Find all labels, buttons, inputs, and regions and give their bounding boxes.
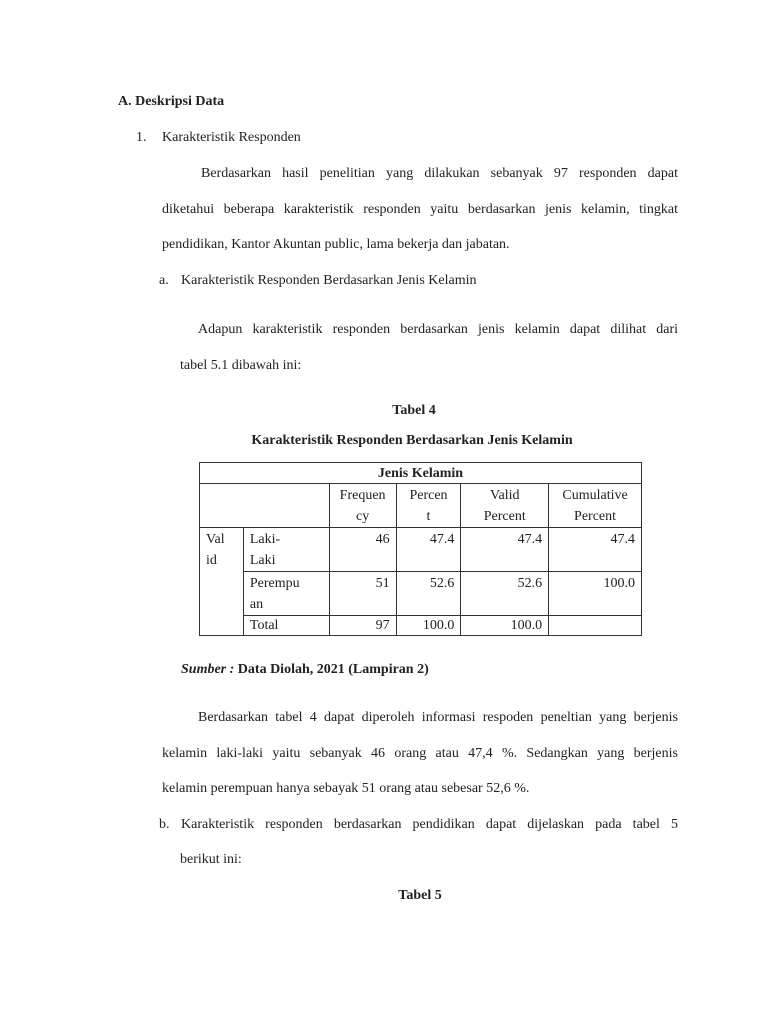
header-valid-l1: Valid (489, 488, 520, 503)
valid-percent-cell: 47.4 (461, 528, 549, 572)
header-empty-cell (200, 484, 330, 528)
gender-table (199, 462, 642, 636)
row-label-l1: Perempu (249, 576, 300, 591)
header-cumulative-percent (549, 484, 642, 528)
header-frequency (329, 484, 396, 528)
header-percent (396, 484, 461, 528)
row-label (243, 528, 329, 572)
percent-cell: 100.0 (396, 616, 461, 636)
para2-line2: tabel 5.1 dibawah ini: (180, 358, 302, 373)
header-valid-l2: Percent (483, 509, 526, 524)
table-group-header-row (200, 463, 642, 484)
table4-caption: Karakteristik Responden Berdasarkan Jenis Kelamin (251, 433, 573, 448)
cumulative-cell (549, 616, 642, 636)
item-b-letter: b. (159, 817, 170, 832)
para1-line3: pendidikan, Kantor Akuntan public, lama bekerja dan jabatan. (162, 237, 510, 252)
valid-label-l2: id (206, 553, 217, 568)
table-row-total (200, 616, 642, 636)
table-header-row (200, 484, 642, 528)
table-row (200, 528, 642, 572)
row-label: Total (243, 616, 329, 636)
cumulative-cell: 100.0 (549, 572, 642, 616)
item-b-line1: Karakteristik responden berdasarkan pendidikan dapat dijelaskan pada tabel 5 (181, 817, 678, 832)
header-frequency-l1: Frequen (339, 488, 386, 503)
para3-line1: Berdasarkan tabel 4 dapat diperoleh informasi respoden peneltian yang berjenis (198, 710, 678, 725)
item-b-line2: berikut ini: (180, 852, 242, 867)
frequency-cell: 46 (329, 528, 396, 572)
row-label-l2: Laki (249, 553, 276, 568)
item-1-number: 1. (136, 130, 147, 145)
cumulative-cell: 47.4 (549, 528, 642, 572)
header-cumulative-l2: Percent (574, 509, 617, 524)
para1-line1: Berdasarkan hasil penelitian yang dilakukan sebanyak 97 responden dapat (201, 166, 678, 181)
table-row (200, 572, 642, 616)
item-a-letter: a. (159, 273, 169, 288)
row-label-l1: Laki- (249, 532, 281, 547)
percent-cell: 47.4 (396, 528, 461, 572)
valid-percent-cell: 100.0 (461, 616, 549, 636)
percent-cell: 52.6 (396, 572, 461, 616)
item-a-title: Karakteristik Responden Berdasarkan Jenis Kelamin (181, 273, 477, 288)
table4-label: Tabel 4 (392, 403, 436, 418)
header-percent-l1: Percen (409, 488, 448, 503)
valid-percent-cell: 52.6 (461, 572, 549, 616)
para3-line2: kelamin laki-laki yaitu sebanyak 46 orang atau 47,4 %. Sedangkan yang berjenis (162, 746, 678, 761)
header-valid-percent (461, 484, 549, 528)
source-line (181, 662, 429, 678)
header-percent-l2: t (426, 509, 431, 524)
para1-line2: diketahui beberapa karakteristik responden yaitu berdasarkan jenis kelamin, tingkat (162, 202, 678, 217)
item-1-title: Karakteristik Responden (162, 130, 301, 145)
row-label-l2: an (249, 597, 264, 612)
table5-label: Tabel 5 (398, 888, 442, 903)
row-label (243, 572, 329, 616)
frequency-cell: 97 (329, 616, 396, 636)
para2-line1: Adapun karakteristik responden berdasarkan jenis kelamin dapat dilihat dari (198, 322, 678, 337)
source-prefix: Sumber : (181, 662, 235, 677)
valid-label-cell (200, 528, 244, 636)
section-title: A. Deskripsi Data (118, 94, 225, 109)
header-frequency-l2: cy (355, 509, 370, 524)
para3-line3: kelamin perempuan hanya sebayak 51 orang atau sebesar 52,6 %. (162, 781, 530, 796)
valid-label-l1: Val (206, 532, 225, 547)
frequency-cell: 51 (329, 572, 396, 616)
source-text: Data Diolah, 2021 (Lampiran 2) (237, 662, 429, 677)
group-header-cell: Jenis Kelamin (200, 463, 642, 484)
header-cumulative-l1: Cumulative (562, 488, 628, 503)
